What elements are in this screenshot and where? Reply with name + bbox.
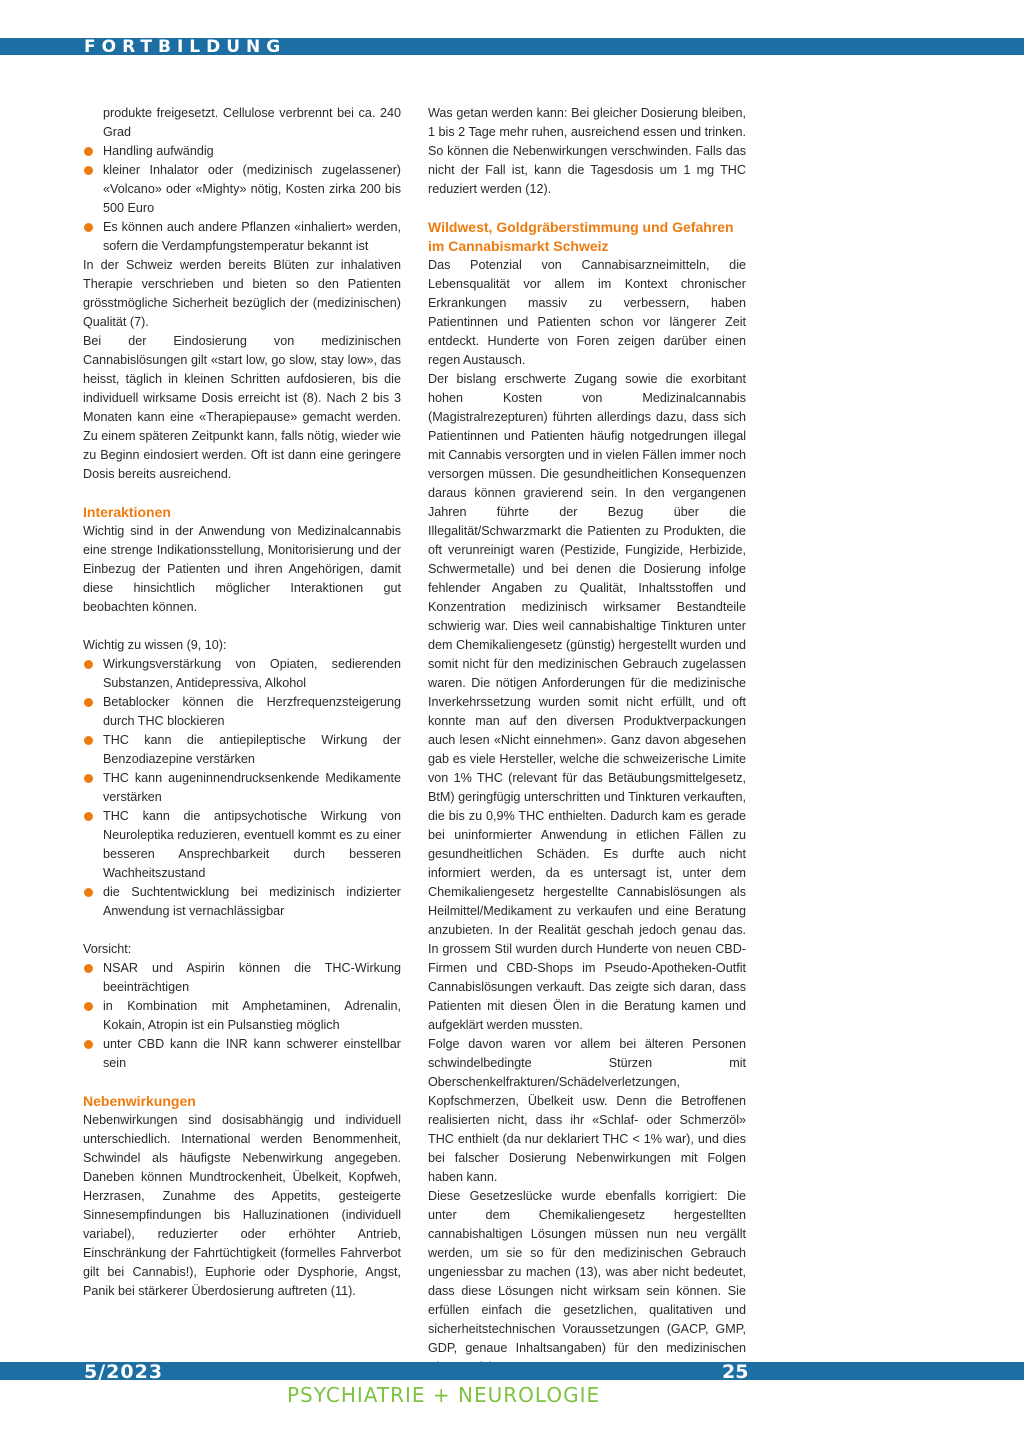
list-item: in Kombination mit Amphetaminen, Adrenalin, Kokain, Atropin ist ein Pulsanstieg möglich: [83, 997, 401, 1035]
list-item: produkte freigesetzt. Cellulose verbrennt bei ca. 240 Grad: [103, 106, 401, 139]
bullet-list-1: [83, 104, 401, 256]
paragraph: Der bislang erschwerte Zugang sowie die exorbitant hohen Kosten von Medizinalcannabis (Magistralrezepturen) führten allerdings dazu, dass sich Patientinnen und Patienten häufig notgedrungen illegal mit Cannabis versorgten und in vielen Fällen immer noch versorgen müssen. Die gesundheitlichen Konsequenzen daraus können gravierend sein. In den vergangenen Jahren führte der Bezug über die Illegalität/Schwarzmarkt die Patienten zu Produkten, die oft verunreinigt waren (Pestizide, Fungizide, Herbizide, Schwermetalle) und bei denen die Dosierung infolge fehlender Angaben zu Qualität, Inhaltsstoffen und Konzentration medizinisch wirksamer Bestandteile schwierig war. Dies weil cannabishaltige Tinkturen unter dem Chemikaliengesetz (günstig) hergestellt wurden und somit nicht für den medizinischen Gebrauch zugelassen waren. Die nötigen Anforderungen für die medizinische Inverkehrssetzung wurden somit nicht erfüllt, und oft konnte man auf den diversen Produktverpackungen auch lesen «Nicht einnehmen». Ganz davon abgesehen gab es viele Hersteller, welche die schweizerische Limite von 1% THC (relevant für das Betäubungsmittelgesetz, BtM) geringfügig unterschritten und Tinkturen verkauften, die bis zu 0,9% THC enthielten. Dadurch kam es gerade bei uninformierter Anwendung in etlichen Fällen zu gesundheitlichen Schäden. Es durfte auch nicht informiert werden, da es untersagt ist, unter dem Chemikaliengesetz hergestellte Cannabislösungen als Heilmittel/Medikament zu verkaufen und eine Beratung anzubieten. In der Realität geschah jedoch genau das. In grossem Stil wurden durch Hunderte von neuen CBD-Firmen und CBD-Shops im Pseudo-Apotheken-Outfit Cannabislösungen verkauft. Das zeigte sich daran, dass Patienten mit diesen Ölen in die Beratung kamen und aufgeklärt werden mussten.: [428, 372, 746, 1032]
list-item: THC kann augeninnendrucksenkende Medikamente verstärken: [83, 769, 401, 807]
paragraph: Wichtig sind in der Anwendung von Medizinalcannabis eine strenge Indikationsstellung, Monitorisierung und der Einbezug der Patienten und ihren Angehörigen, damit diese hinsichtlich möglicher Interaktionen gut beobachten können.: [83, 524, 401, 614]
paragraph: In der Schweiz werden bereits Blüten zur inhalativen Therapie verschrieben und bieten so den Patienten grösstmögliche Sicherheit bezüglich der (medizinischen) Qualität (7).: [83, 258, 401, 329]
paragraph: Bei der Eindosierung von medizinischen Cannabislösungen gilt «start low, go slow, stay low», das heisst, täglich in kleinen Schritten aufdosieren, bis die individuell wirksame Dosis erreicht ist (8). Nach 2 bis 3 Monaten kann eine «Therapiepause» gemacht werden. Zu einem späteren Zeitpunkt kann, falls nötig, wieder wie zu Beginn eindosiert werden. Oft ist dann eine geringere Dosis bereits ausreichend.: [83, 334, 401, 481]
heading-nebenwirkungen: Nebenwirkungen: [83, 1093, 196, 1109]
list-item: THC kann die antiepileptische Wirkung der Benzodiazepine verstärken: [83, 731, 401, 769]
bullet-list-2: [83, 655, 401, 921]
list-item: Handling aufwändig: [83, 142, 401, 161]
paragraph: Was getan werden kann: Bei gleicher Dosierung bleiben, 1 bis 2 Tage mehr ruhen, ausreichend essen und trinken. So können die Nebenwirkungen verschwinden. Falls das nicht der Fall ist, kann die Tagesdosis um 1 mg THC reduziert werden (12).: [428, 106, 746, 196]
section-label: FORTBILDUNG: [84, 37, 287, 57]
paragraph: Folge davon waren vor allem bei älteren Personen schwindelbedingte Stürzen mit Oberschenkelfrakturen/Schädelverletzungen, Kopfschmerzen, Übelkeit usw. Denn die Betroffenen realisierten nicht, dass ihr «Schlaf- oder Schmerzöl» THC enthielt (da nur deklariert THC < 1% war), und dies bei falscher Dosierung Nebenwirkungen mit Folgen haben kann.: [428, 1037, 746, 1184]
issue-number: 5/2023: [84, 1361, 164, 1383]
paragraph: Das Potenzial von Cannabisarzneimitteln, die Lebensqualität vor allem im Kontext chronischer Erkrankungen massiv zu verbessern, haben Patientinnen und Patienten schon vor längerer Zeit entdeckt. Hunderte von Foren zeigen darüber einen regen Austausch.: [428, 258, 746, 367]
list-item: kleiner Inhalator oder (medizinisch zugelassener) «Volcano» oder «Mighty» nötig, Kosten zirka 200 bis 500 Euro: [83, 161, 401, 218]
list-item: Es können auch andere Pflanzen «inhaliert» werden, sofern die Verdampfungstemperatur bekannt ist: [83, 218, 401, 256]
list-item: die Suchtentwicklung bei medizinisch indizierter Anwendung ist vernachlässigbar: [83, 883, 401, 921]
heading-wildwest: Wildwest, Goldgräberstimmung und Gefahren im Cannabismarkt Schweiz: [428, 219, 734, 254]
page-number: 25: [722, 1361, 749, 1383]
list-item: NSAR und Aspirin können die THC-Wirkung beeinträchtigen: [83, 959, 401, 997]
bullet-list-3: [83, 959, 401, 1073]
left-column: [83, 104, 401, 1301]
paragraph: Vorsicht:: [83, 942, 132, 956]
heading-interaktionen: Interaktionen: [83, 504, 171, 520]
list-item: Wirkungsverstärkung von Opiaten, sedierenden Substanzen, Antidepressiva, Alkohol: [83, 655, 401, 693]
paragraph: Nebenwirkungen sind dosisabhängig und individuell unterschiedlich. International werden Benommenheit, Schwindel als häufigste Nebenwirkung angegeben. Daneben können Mundtrockenheit, Übelkeit, Kopfweh, Herzrasen, Zunahme des Appetits, gesteigerte Sinnesempfindungen bis Halluzinationen (individuell variabel), reduzierter oder erhöhter Antrieb, Einschränkung der Fahrtüchtigkeit (formelles Fahrverbot gilt bei Cannabis!), Euphorie oder Dysphorie, Angst, Panik bei stärkerer Überdosierung auftreten (11).: [83, 1113, 401, 1298]
paragraph: Wichtig zu wissen (9, 10):: [83, 638, 227, 652]
journal-title: PSYCHIATRIE + NEUROLOGIE: [287, 1383, 601, 1407]
list-item: Betablocker können die Herzfrequenzsteigerung durch THC blockieren: [83, 693, 401, 731]
right-column: [428, 104, 746, 1377]
list-item: unter CBD kann die INR kann schwerer einstellbar sein: [83, 1035, 401, 1073]
list-item: THC kann die antipsychotische Wirkung von Neuroleptika reduzieren, eventuell kommt es zu einer besseren Ansprechbarkeit durch besseren Wachheitszustand: [83, 807, 401, 883]
paragraph: Diese Gesetzeslücke wurde ebenfalls korrigiert: Die unter dem Chemikaliengesetz hergestellten cannabishaltigen Lösungen müssen nun neu vergällt werden, um sie so für den medizinischen Gebrauch ungeniessbar zu machen (13), was aber nicht bedeutet, dass diese Lösungen nicht wirksam sein können. Sie erfüllen einfach die gesetzlichen, qualitativen und sicherheitstechnischen Voraussetzungen (GACP, GMP, GDP, genaue Inhaltsangaben) für den medizinischen: [428, 1189, 746, 1355]
